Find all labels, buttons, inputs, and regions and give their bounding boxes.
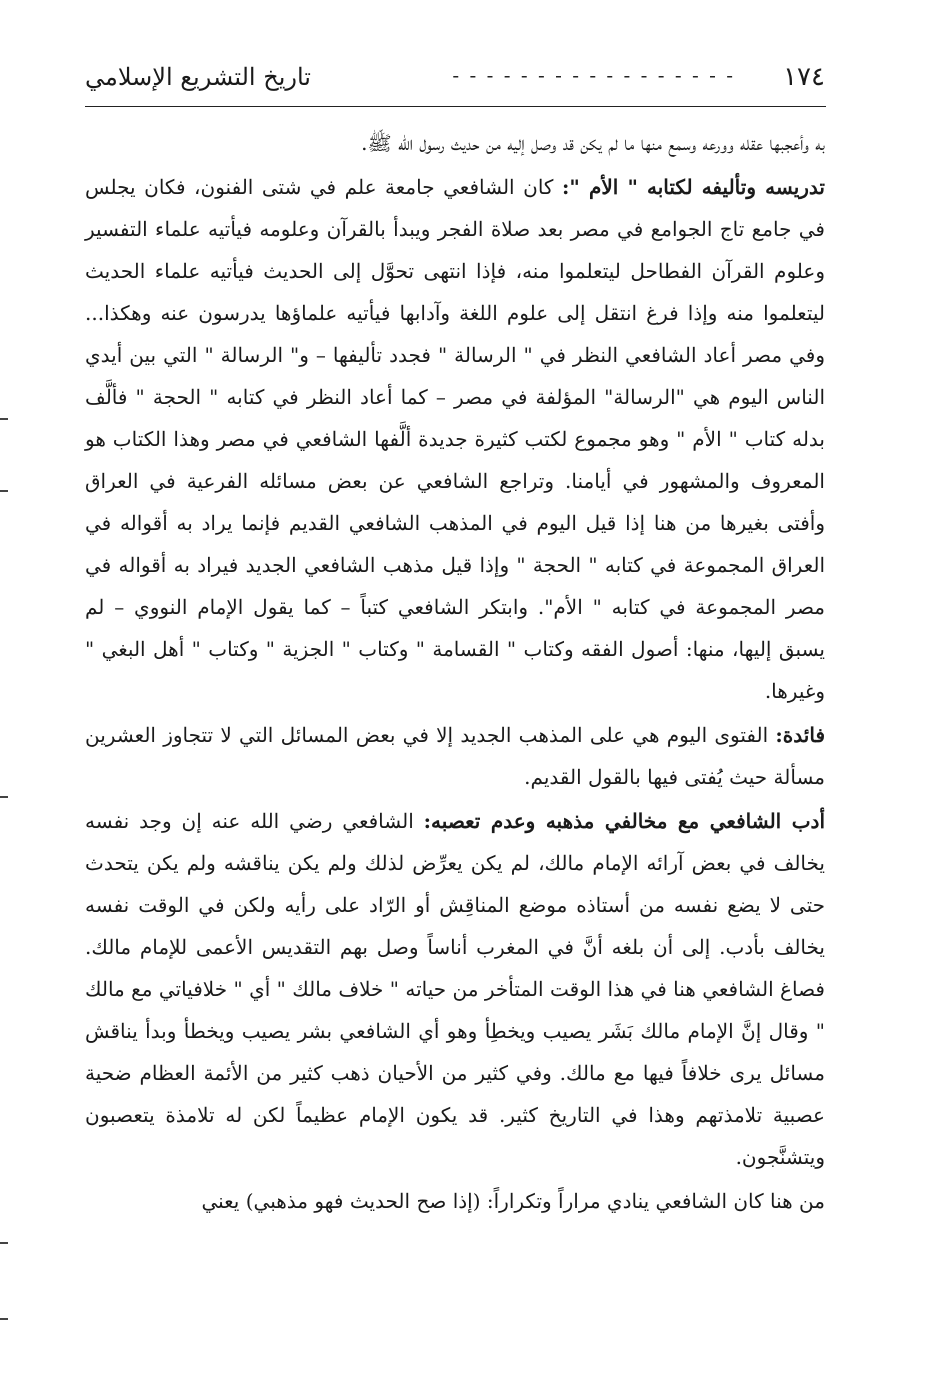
paragraph-etiquette xyxy=(85,800,825,1178)
page-body xyxy=(85,122,825,1222)
margin-scan-mark xyxy=(0,490,8,492)
section-heading: تدريسه وتأليفه لكتابه " الأم ": xyxy=(562,175,825,199)
paragraph-text: كان الشافعي جامعة علم في شتى الفنون، فكان يجلس في جامع تاج الجوامع في مصر بعد صلاة الفجر ويبدأ بالقرآن وعلومه فيأتيه علماء التفسير وعلوم القرآن الفطاحل ليتعلموا منه، فإذا انتهى تحوَّل إلى الحديث فيأتيه علماء الحديث ليتعلموا منه وإذا فرغ انتقل إلى علوم اللغة وآدابها فيأتيه علماؤها يدرسون عنه وهكذا... وفي مصر أعاد الشافعي النظر في " الرسالة " فجدد تأليفها – و" الرسالة " التي بين أيدي الناس اليوم هي "الرسالة" المؤلفة في مصر – كما أعاد النظر في كتابه " الحجة " فألَّف بدله كتاب " الأم " وهو مجموع لكتب كثيرة جديدة ألَّفها الشافعي في مصر وهذا الكتاب هو المعروف والمشهور في أيامنا. وتراجع الشافعي عن بعض مسائله الفرعية في العراق وأفتى بغيرها من هنا إذا قيل اليوم في المذهب الشافعي القديم فإنما يراد به أقواله في العراق المجموعة في كتابه " الحجة " وإذا قيل مذهب الشافعي الجديد فيراد به أقواله في مصر المجموعة في كتابه " الأم". وابتكر الشافعي كتباً – كما يقول الإمام النووي – لم يسبق إليها، منها: أصول الفقه وكتاب " القسامة " وكتاب " الجزية " وكتاب " أهل البغي " وغيرها. xyxy=(85,175,825,703)
page-header xyxy=(85,58,825,102)
paragraph-note xyxy=(85,714,825,798)
header-rule xyxy=(85,106,826,107)
paragraph-teaching-and-al-umm xyxy=(85,166,825,712)
paragraph-continuation xyxy=(85,122,825,164)
margin-scan-mark xyxy=(0,1242,8,1244)
paragraph-text: من هنا كان الشافعي ينادي مراراً وتكراراً: (إذا صح الحديث فهو مذهبي) يعني xyxy=(201,1189,825,1213)
paragraph-text: به وأعجبها عقله وورعه وسمع منها ما لم يكن قد وصل إليه من حديث رسول الله ﷺ. xyxy=(361,131,825,155)
margin-scan-mark xyxy=(0,796,8,798)
running-title: تاريخ التشريع الإسلامي xyxy=(85,63,311,91)
paragraph-text: الشافعي رضي الله عنه إن وجد نفسه يخالف في بعض آرائه الإمام مالك، لم يكن يعرِّض لذلك ولم يكن يناقشه ولم يكن يتحدث حتى لا يضع نفسه من أستاذه موضع المناقِش أو الرّاد على رأيه ولكن في الوقت نفسه يخالف بأدب. إلى أن بلغه أنَّ في المغرب أناساً وصل بهم التقديس الأعمى للإمام مالك. فصاغ الشافعي هنا في هذا الوقت المتأخر من حياته " خلاف مالك " أي " خلافياتي مع مالك " وقال إنَّ الإمام مالك بَشَر يصيب ويخطِأ وهو أي الشافعي بشر يصيب ويخطأ وبدأ يناقش مسائل يرى خلافاً فيها مع مالك. وفي كثير من الأحيان ذهب كثير من الأئمة العظام ضحية عصبية تلامذتهم وهذا في التاريخ كثير. قد يكون الإمام عظيماً لكن له تلامذة يتعصبون ويتشنَّجون. xyxy=(85,809,825,1169)
section-heading: أدب الشافعي مع مخالفي مذهبه وعدم تعصبه: xyxy=(423,809,825,833)
header-dotted-leader: - - - - - - - - - - - - - - - - - xyxy=(452,63,735,87)
margin-scan-mark xyxy=(0,1318,8,1320)
page-number: ١٧٤ xyxy=(783,62,825,92)
paragraph-hadith-saying xyxy=(85,1180,825,1222)
paragraph-text: الفتوى اليوم هي على المذهب الجديد إلا في بعض المسائل التي لا تتجاوز العشرين مسألة حيث يُفتى فيها بالقول القديم. xyxy=(85,723,825,789)
margin-scan-mark xyxy=(0,418,8,420)
section-heading: فائدة: xyxy=(775,723,826,747)
